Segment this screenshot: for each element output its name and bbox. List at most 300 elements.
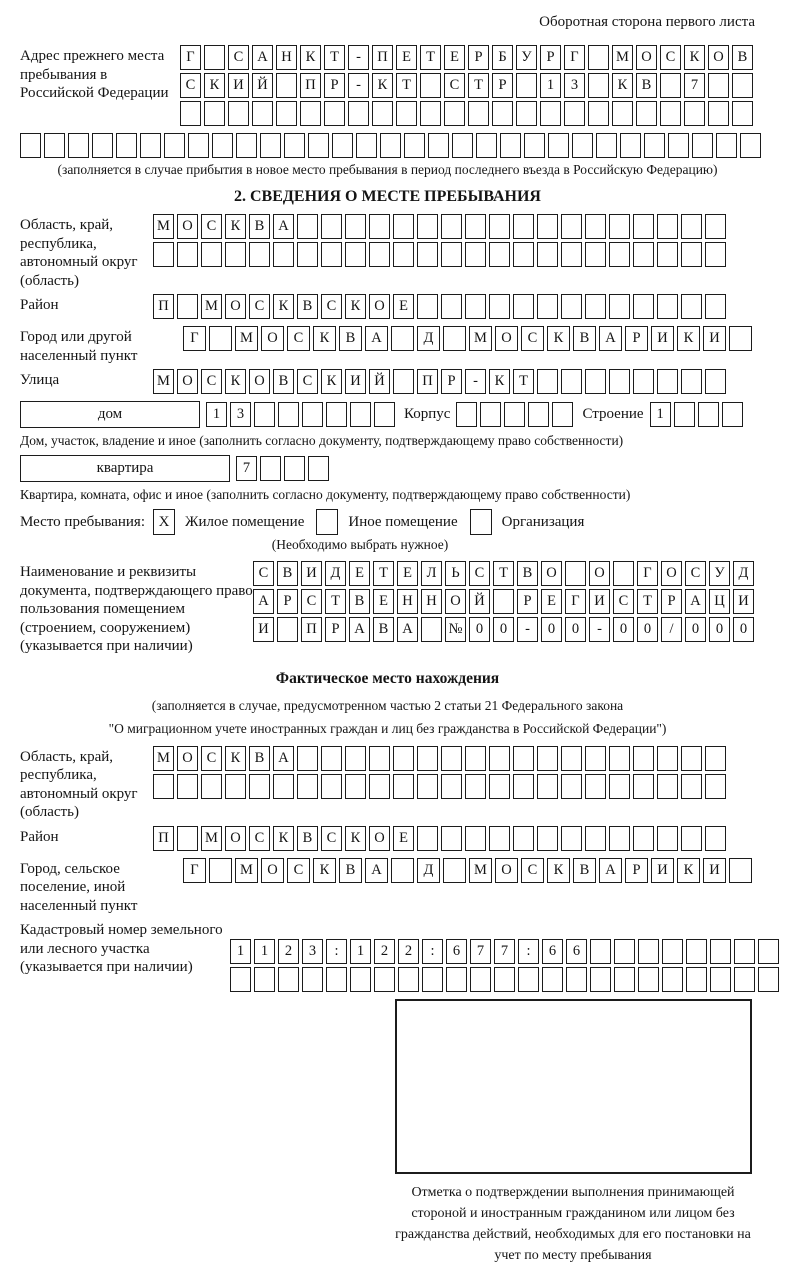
char-cell[interactable] <box>500 133 521 158</box>
char-cell[interactable]: 1 <box>540 73 561 98</box>
char-cell[interactable] <box>609 774 630 799</box>
char-cell[interactable] <box>209 858 232 883</box>
char-cell[interactable] <box>740 133 761 158</box>
char-cell[interactable]: : <box>518 939 539 964</box>
char-cell[interactable]: П <box>300 73 321 98</box>
char-cell[interactable]: М <box>153 746 174 771</box>
char-cell[interactable] <box>636 101 657 126</box>
char-cell[interactable] <box>374 967 395 992</box>
char-cell[interactable] <box>564 101 585 126</box>
char-cell[interactable] <box>324 101 345 126</box>
char-cell[interactable] <box>722 402 743 427</box>
char-cell[interactable] <box>420 101 441 126</box>
char-cell[interactable]: В <box>249 214 270 239</box>
char-cell[interactable]: Н <box>276 45 297 70</box>
char-cell[interactable] <box>260 456 281 481</box>
char-cell[interactable] <box>708 101 729 126</box>
char-cell[interactable] <box>657 746 678 771</box>
char-cell[interactable] <box>465 294 486 319</box>
char-cell[interactable]: А <box>599 326 622 351</box>
char-cell[interactable] <box>657 214 678 239</box>
char-cell[interactable] <box>638 939 659 964</box>
char-cell[interactable]: П <box>417 369 438 394</box>
char-cell[interactable] <box>446 967 467 992</box>
char-cell[interactable] <box>590 939 611 964</box>
char-cell[interactable]: К <box>345 294 366 319</box>
char-cell[interactable]: О <box>661 561 682 586</box>
char-cell[interactable] <box>44 133 65 158</box>
char-cell[interactable] <box>662 939 683 964</box>
char-cell[interactable]: С <box>660 45 681 70</box>
char-cell[interactable] <box>393 214 414 239</box>
char-cell[interactable] <box>609 242 630 267</box>
char-cell[interactable] <box>537 774 558 799</box>
char-cell[interactable]: О <box>225 826 246 851</box>
char-cell[interactable] <box>276 101 297 126</box>
char-cell[interactable] <box>710 967 731 992</box>
char-cell[interactable] <box>249 242 270 267</box>
char-cell[interactable]: К <box>489 369 510 394</box>
char-cell[interactable] <box>561 242 582 267</box>
char-cell[interactable]: Е <box>393 826 414 851</box>
char-cell[interactable]: Е <box>393 294 414 319</box>
char-cell[interactable]: О <box>495 858 518 883</box>
char-cell[interactable]: А <box>349 617 370 642</box>
char-cell[interactable] <box>585 826 606 851</box>
char-cell[interactable] <box>705 294 726 319</box>
char-cell[interactable] <box>470 967 491 992</box>
char-cell[interactable] <box>276 73 297 98</box>
char-cell[interactable]: Т <box>324 45 345 70</box>
char-cell[interactable]: А <box>397 617 418 642</box>
char-cell[interactable]: - <box>348 73 369 98</box>
char-cell[interactable]: 1 <box>650 402 671 427</box>
char-cell[interactable]: В <box>273 369 294 394</box>
char-cell[interactable] <box>705 369 726 394</box>
char-cell[interactable] <box>657 242 678 267</box>
char-cell[interactable] <box>153 774 174 799</box>
char-cell[interactable] <box>633 214 654 239</box>
char-cell[interactable] <box>758 939 779 964</box>
char-cell[interactable]: В <box>573 326 596 351</box>
char-cell[interactable]: В <box>373 617 394 642</box>
char-cell[interactable]: 7 <box>236 456 257 481</box>
char-cell[interactable]: Р <box>325 617 346 642</box>
char-cell[interactable] <box>177 826 198 851</box>
char-cell[interactable]: 0 <box>493 617 514 642</box>
char-cell[interactable] <box>404 133 425 158</box>
char-cell[interactable] <box>393 746 414 771</box>
char-cell[interactable]: Р <box>625 858 648 883</box>
char-cell[interactable]: С <box>444 73 465 98</box>
char-cell[interactable] <box>657 294 678 319</box>
char-cell[interactable]: В <box>573 858 596 883</box>
char-cell[interactable] <box>565 561 586 586</box>
char-cell[interactable] <box>278 967 299 992</box>
char-cell[interactable]: Ь <box>445 561 466 586</box>
char-cell[interactable]: О <box>177 369 198 394</box>
char-cell[interactable]: И <box>651 326 674 351</box>
char-cell[interactable] <box>516 73 537 98</box>
char-cell[interactable]: С <box>249 294 270 319</box>
char-cell[interactable] <box>209 326 232 351</box>
char-cell[interactable] <box>300 101 321 126</box>
char-cell[interactable] <box>417 746 438 771</box>
char-cell[interactable] <box>369 214 390 239</box>
char-cell[interactable]: 6 <box>542 939 563 964</box>
char-cell[interactable]: 1 <box>230 939 251 964</box>
char-cell[interactable] <box>705 214 726 239</box>
char-cell[interactable]: Е <box>397 561 418 586</box>
char-cell[interactable] <box>443 326 466 351</box>
char-cell[interactable] <box>588 101 609 126</box>
char-cell[interactable] <box>585 242 606 267</box>
char-cell[interactable] <box>465 774 486 799</box>
checkbox-other-premises[interactable] <box>316 509 338 535</box>
char-cell[interactable] <box>596 133 617 158</box>
char-cell[interactable]: О <box>177 746 198 771</box>
char-cell[interactable] <box>441 774 462 799</box>
char-cell[interactable]: В <box>349 589 370 614</box>
char-cell[interactable] <box>609 746 630 771</box>
char-cell[interactable]: № <box>445 617 466 642</box>
char-cell[interactable] <box>201 774 222 799</box>
char-cell[interactable] <box>260 133 281 158</box>
char-cell[interactable] <box>391 858 414 883</box>
char-cell[interactable]: 2 <box>278 939 299 964</box>
char-cell[interactable]: Й <box>469 589 490 614</box>
char-cell[interactable] <box>297 214 318 239</box>
char-cell[interactable] <box>92 133 113 158</box>
char-cell[interactable] <box>480 402 501 427</box>
char-cell[interactable]: М <box>201 826 222 851</box>
char-cell[interactable]: О <box>636 45 657 70</box>
char-cell[interactable] <box>489 214 510 239</box>
char-cell[interactable] <box>657 369 678 394</box>
char-cell[interactable] <box>732 101 753 126</box>
char-cell[interactable] <box>513 774 534 799</box>
char-cell[interactable] <box>681 294 702 319</box>
char-cell[interactable]: С <box>685 561 706 586</box>
char-cell[interactable] <box>537 294 558 319</box>
char-cell[interactable]: 6 <box>446 939 467 964</box>
char-cell[interactable] <box>326 402 347 427</box>
char-cell[interactable] <box>321 746 342 771</box>
char-cell[interactable]: С <box>301 589 322 614</box>
char-cell[interactable] <box>684 101 705 126</box>
char-cell[interactable] <box>441 242 462 267</box>
char-cell[interactable] <box>513 826 534 851</box>
char-cell[interactable]: Р <box>492 73 513 98</box>
char-cell[interactable] <box>277 617 298 642</box>
char-cell[interactable] <box>297 242 318 267</box>
char-cell[interactable]: С <box>613 589 634 614</box>
char-cell[interactable] <box>561 746 582 771</box>
char-cell[interactable]: В <box>297 826 318 851</box>
char-cell[interactable]: М <box>469 326 492 351</box>
char-cell[interactable]: И <box>345 369 366 394</box>
char-cell[interactable] <box>674 402 695 427</box>
char-cell[interactable]: М <box>235 326 258 351</box>
char-cell[interactable] <box>441 294 462 319</box>
char-cell[interactable]: С <box>469 561 490 586</box>
char-cell[interactable] <box>441 214 462 239</box>
char-cell[interactable] <box>561 214 582 239</box>
char-cell[interactable] <box>164 133 185 158</box>
char-cell[interactable]: 0 <box>613 617 634 642</box>
char-cell[interactable] <box>249 774 270 799</box>
char-cell[interactable]: Р <box>625 326 648 351</box>
char-cell[interactable] <box>585 746 606 771</box>
char-cell[interactable]: К <box>677 326 700 351</box>
char-cell[interactable] <box>686 939 707 964</box>
char-cell[interactable] <box>561 774 582 799</box>
char-cell[interactable]: О <box>261 858 284 883</box>
char-cell[interactable] <box>465 214 486 239</box>
char-cell[interactable] <box>252 101 273 126</box>
char-cell[interactable] <box>225 242 246 267</box>
char-cell[interactable]: Г <box>565 589 586 614</box>
char-cell[interactable] <box>204 101 225 126</box>
char-cell[interactable] <box>681 214 702 239</box>
char-cell[interactable] <box>561 826 582 851</box>
char-cell[interactable]: 1 <box>206 402 227 427</box>
char-cell[interactable] <box>452 133 473 158</box>
char-cell[interactable] <box>391 326 414 351</box>
char-cell[interactable]: К <box>313 326 336 351</box>
char-cell[interactable] <box>332 133 353 158</box>
char-cell[interactable]: О <box>369 826 390 851</box>
char-cell[interactable] <box>372 101 393 126</box>
char-cell[interactable] <box>417 294 438 319</box>
char-cell[interactable]: 3 <box>302 939 323 964</box>
char-cell[interactable]: И <box>703 326 726 351</box>
char-cell[interactable] <box>585 214 606 239</box>
char-cell[interactable] <box>552 402 573 427</box>
char-cell[interactable]: С <box>228 45 249 70</box>
char-cell[interactable] <box>489 242 510 267</box>
char-cell[interactable]: Р <box>277 589 298 614</box>
char-cell[interactable]: 0 <box>469 617 490 642</box>
char-cell[interactable] <box>537 826 558 851</box>
char-cell[interactable]: А <box>273 214 294 239</box>
char-cell[interactable] <box>692 133 713 158</box>
char-cell[interactable]: М <box>153 214 174 239</box>
char-cell[interactable]: 2 <box>374 939 395 964</box>
char-cell[interactable] <box>633 369 654 394</box>
char-cell[interactable]: П <box>153 826 174 851</box>
char-cell[interactable]: Г <box>564 45 585 70</box>
char-cell[interactable] <box>204 45 225 70</box>
char-cell[interactable] <box>657 774 678 799</box>
char-cell[interactable] <box>308 133 329 158</box>
char-cell[interactable] <box>465 826 486 851</box>
char-cell[interactable] <box>758 967 779 992</box>
char-cell[interactable]: М <box>201 294 222 319</box>
char-cell[interactable] <box>417 214 438 239</box>
char-cell[interactable]: С <box>321 294 342 319</box>
char-cell[interactable]: К <box>612 73 633 98</box>
char-cell[interactable] <box>513 242 534 267</box>
char-cell[interactable]: В <box>517 561 538 586</box>
char-cell[interactable] <box>734 939 755 964</box>
char-cell[interactable]: П <box>153 294 174 319</box>
char-cell[interactable]: Т <box>420 45 441 70</box>
char-cell[interactable] <box>681 746 702 771</box>
char-cell[interactable]: Г <box>183 858 206 883</box>
char-cell[interactable] <box>524 133 545 158</box>
char-cell[interactable] <box>417 826 438 851</box>
char-cell[interactable]: 0 <box>733 617 754 642</box>
char-cell[interactable] <box>297 774 318 799</box>
char-cell[interactable] <box>716 133 737 158</box>
char-cell[interactable] <box>20 133 41 158</box>
char-cell[interactable] <box>537 214 558 239</box>
char-cell[interactable]: Р <box>661 589 682 614</box>
char-cell[interactable]: 1 <box>350 939 371 964</box>
char-cell[interactable]: Т <box>513 369 534 394</box>
char-cell[interactable]: 7 <box>494 939 515 964</box>
char-cell[interactable] <box>633 774 654 799</box>
char-cell[interactable]: К <box>300 45 321 70</box>
char-cell[interactable] <box>590 967 611 992</box>
char-cell[interactable]: У <box>709 561 730 586</box>
char-cell[interactable] <box>588 73 609 98</box>
char-cell[interactable] <box>489 774 510 799</box>
char-cell[interactable] <box>614 967 635 992</box>
char-cell[interactable] <box>321 774 342 799</box>
char-cell[interactable]: Е <box>373 589 394 614</box>
char-cell[interactable]: 0 <box>685 617 706 642</box>
char-cell[interactable] <box>308 456 329 481</box>
char-cell[interactable]: И <box>703 858 726 883</box>
char-cell[interactable]: - <box>348 45 369 70</box>
char-cell[interactable]: 6 <box>566 939 587 964</box>
char-cell[interactable]: 0 <box>709 617 730 642</box>
char-cell[interactable] <box>518 967 539 992</box>
char-cell[interactable]: Е <box>396 45 417 70</box>
char-cell[interactable] <box>380 133 401 158</box>
char-cell[interactable] <box>421 617 442 642</box>
char-cell[interactable] <box>350 402 371 427</box>
char-cell[interactable]: К <box>273 294 294 319</box>
char-cell[interactable] <box>297 746 318 771</box>
char-cell[interactable]: И <box>301 561 322 586</box>
char-cell[interactable]: 1 <box>254 939 275 964</box>
char-cell[interactable] <box>729 858 752 883</box>
char-cell[interactable]: : <box>326 939 347 964</box>
char-cell[interactable]: Т <box>637 589 658 614</box>
char-cell[interactable]: С <box>201 214 222 239</box>
char-cell[interactable]: С <box>201 746 222 771</box>
char-cell[interactable]: В <box>339 326 362 351</box>
char-cell[interactable] <box>476 133 497 158</box>
char-cell[interactable] <box>254 967 275 992</box>
char-cell[interactable] <box>638 967 659 992</box>
char-cell[interactable]: С <box>180 73 201 98</box>
char-cell[interactable] <box>613 561 634 586</box>
char-cell[interactable] <box>660 101 681 126</box>
char-cell[interactable]: : <box>422 939 443 964</box>
char-cell[interactable]: С <box>287 326 310 351</box>
char-cell[interactable] <box>668 133 689 158</box>
char-cell[interactable]: Р <box>441 369 462 394</box>
char-cell[interactable]: Т <box>493 561 514 586</box>
char-cell[interactable] <box>284 456 305 481</box>
char-cell[interactable] <box>516 101 537 126</box>
char-cell[interactable]: В <box>249 746 270 771</box>
char-cell[interactable]: Р <box>540 45 561 70</box>
char-cell[interactable] <box>465 746 486 771</box>
char-cell[interactable] <box>417 242 438 267</box>
char-cell[interactable] <box>681 774 702 799</box>
char-cell[interactable]: А <box>252 45 273 70</box>
char-cell[interactable] <box>68 133 89 158</box>
char-cell[interactable] <box>633 294 654 319</box>
char-cell[interactable] <box>212 133 233 158</box>
char-cell[interactable]: Т <box>373 561 394 586</box>
char-cell[interactable]: Д <box>417 326 440 351</box>
char-cell[interactable] <box>393 774 414 799</box>
char-cell[interactable]: К <box>372 73 393 98</box>
char-cell[interactable] <box>180 101 201 126</box>
char-cell[interactable]: С <box>201 369 222 394</box>
char-cell[interactable] <box>348 101 369 126</box>
char-cell[interactable] <box>489 826 510 851</box>
char-cell[interactable]: С <box>521 858 544 883</box>
char-cell[interactable] <box>588 45 609 70</box>
char-cell[interactable] <box>326 967 347 992</box>
char-cell[interactable]: М <box>469 858 492 883</box>
char-cell[interactable]: Р <box>517 589 538 614</box>
char-cell[interactable]: В <box>636 73 657 98</box>
char-cell[interactable]: - <box>517 617 538 642</box>
char-cell[interactable]: М <box>612 45 633 70</box>
char-cell[interactable]: П <box>372 45 393 70</box>
char-cell[interactable]: Б <box>492 45 513 70</box>
char-cell[interactable] <box>350 967 371 992</box>
char-cell[interactable] <box>585 369 606 394</box>
char-cell[interactable] <box>537 369 558 394</box>
char-cell[interactable] <box>369 746 390 771</box>
char-cell[interactable]: А <box>365 326 388 351</box>
char-cell[interactable] <box>393 242 414 267</box>
char-cell[interactable] <box>657 826 678 851</box>
char-cell[interactable]: И <box>651 858 674 883</box>
char-cell[interactable] <box>188 133 209 158</box>
char-cell[interactable]: 0 <box>541 617 562 642</box>
char-cell[interactable]: Г <box>637 561 658 586</box>
char-cell[interactable] <box>566 967 587 992</box>
char-cell[interactable]: / <box>661 617 682 642</box>
char-cell[interactable] <box>644 133 665 158</box>
char-cell[interactable] <box>705 746 726 771</box>
char-cell[interactable] <box>345 774 366 799</box>
char-cell[interactable] <box>548 133 569 158</box>
char-cell[interactable]: Р <box>324 73 345 98</box>
char-cell[interactable]: Г <box>180 45 201 70</box>
char-cell[interactable] <box>698 402 719 427</box>
char-cell[interactable]: Р <box>468 45 489 70</box>
char-cell[interactable]: Е <box>444 45 465 70</box>
char-cell[interactable] <box>585 294 606 319</box>
char-cell[interactable]: Т <box>468 73 489 98</box>
char-cell[interactable]: В <box>277 561 298 586</box>
char-cell[interactable]: С <box>521 326 544 351</box>
char-cell[interactable] <box>614 939 635 964</box>
char-cell[interactable]: А <box>365 858 388 883</box>
char-cell[interactable] <box>705 242 726 267</box>
